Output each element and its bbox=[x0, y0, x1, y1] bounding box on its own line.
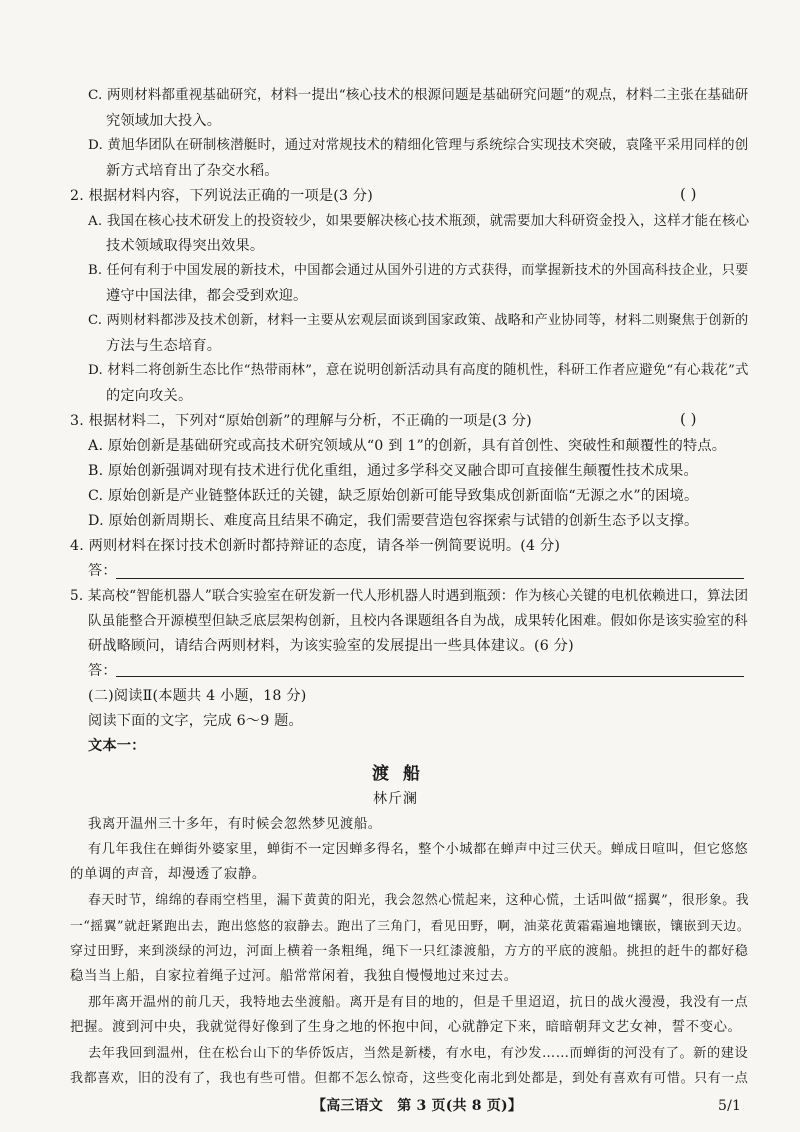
story-line: 春天时节，绵绵的春雨空档里，漏下黄黄的阳光，我会忽然心慌起来，这种心慌，土话叫做“摇翼”，很形象。我 bbox=[88, 893, 750, 908]
q2-option-c-line1: C. 两则材料都涉及技术创新，材料一主要从宏观层面谈到国家政策、战略和产业协同等，材料二则聚焦于创新的 bbox=[88, 313, 749, 328]
q1-option-d-line1: D. 黄旭华团队在研制核潜艇时，通过对常规技术的精细化管理与系统综合实现技术突破，袁隆平采用同样的创 bbox=[88, 138, 749, 153]
q5-stem-line1: 5. 某高校“智能机器人”联合实验室在研发新一代人形机器人时遇到瓶颈：作为核心关键的电机依赖进口，算法团 bbox=[70, 588, 749, 604]
story-line: 的单调的声音，却漫透了寂静。 bbox=[70, 867, 266, 882]
q2-option-b-line2: 遵守中国法律，都会受到欢迎。 bbox=[106, 288, 308, 304]
q5-stem-line2: 队虽能整合开源模型但缺乏底层架构创新，且校内各课题组各自为战，成果转化困难。假如你是该实验室的科 bbox=[88, 613, 748, 629]
section-heading: (二)阅读Ⅱ(本题共 4 小题，18 分) bbox=[88, 688, 307, 704]
q3-option-c: C. 原始创新是产业链整体跃迁的关键，缺乏原始创新可能导致集成创新面临“无源之水”的困境。 bbox=[88, 488, 699, 504]
q3-option-a: A. 原始创新是基础研究或高技术研究领域从“0 到 1”的创新，具有首创性、突破性和颠覆性的特点。 bbox=[88, 438, 727, 454]
q3-option-d: D. 原始创新周期长、难度高且结果不确定，我们需要营造包容探索与试错的创新生态予以支撑。 bbox=[88, 513, 699, 529]
q1-option-c-line2: 究领域加大投入。 bbox=[106, 113, 222, 129]
q4-answer-line[interactable] bbox=[116, 578, 744, 579]
story-author: 林斤澜 bbox=[373, 791, 418, 807]
q1-option-c-line1: C. 两则材料都重视基础研究，材料一提出“核心技术的根源问题是基础研究问题”的观点，材料二主张在基础研 bbox=[88, 88, 749, 103]
section-instruction: 阅读下面的文字，完成 6～9 题。 bbox=[88, 713, 303, 729]
story-line: 一“摇翼”就赶紧跑出去，跑出悠悠的寂静去。跑出了三角门，看见田野，啊，油菜花黄霜霜遍地镶嵌，镶嵌到天边。 bbox=[70, 918, 751, 933]
q4-answer-label: 答： bbox=[88, 563, 117, 579]
story-title: 渡船 bbox=[372, 764, 434, 784]
q2-answer-blank[interactable]: ( ) bbox=[680, 185, 697, 203]
story-line: 稳当当上船，自家拉着绳子过河。船常常闲着，我独自慢慢地过来过去。 bbox=[70, 969, 518, 984]
page-mark: 5/1 bbox=[718, 1098, 742, 1114]
q3-option-b: B. 原始创新强调对现有技术进行优化重组，通过多学科交叉融合即可直接催生颠覆性技术成果。 bbox=[88, 463, 698, 479]
text-one-label: 文本一： bbox=[88, 738, 146, 754]
q3-answer-blank[interactable]: ( ) bbox=[680, 410, 697, 428]
q5-stem-line3: 研战略顾问，请结合两则材料，为该实验室的发展提出一些具体建议。(6 分) bbox=[88, 638, 574, 654]
q2-option-a-line2: 技术领域取得突出效果。 bbox=[106, 238, 265, 254]
story-line: 有几年我住在蝉街外婆家里，蝉街不一定因蝉多得名，整个小城都在蝉声中过三伏天。蝉成日喧叫，但它悠悠 bbox=[88, 842, 749, 857]
q2-stem: 2. 根据材料内容，下列说法正确的一项是(3 分) bbox=[70, 188, 374, 204]
q2-option-d-line2: 的定向攻关。 bbox=[106, 388, 193, 404]
story-line: 把握。渡到河中央，我就觉得好像到了生身之地的怀抱中间，心就静定下来，暗暗朝拜文艺女神，誓不变心。 bbox=[70, 1020, 742, 1035]
q1-option-d-line2: 新方式培育出了杂交水稻。 bbox=[106, 163, 279, 179]
story-line: 我离开温州三十多年，有时候会忽然梦见渡船。 bbox=[88, 817, 382, 832]
q3-stem: 3. 根据材料二，下列对“原始创新”的理解与分析，不正确的一项是(3 分) bbox=[70, 413, 532, 429]
page-footer: 【高三语文 第 3 页(共 8 页)】 bbox=[312, 1098, 523, 1114]
story-line: 去年我回到温州，住在松台山下的华侨饭店，当然是新楼，有水电，有沙发……而蝉街的河没有了。新的建设 bbox=[88, 1046, 749, 1061]
q4-stem: 4. 两则材料在探讨技术创新时都持辩证的态度，请各举一例简要说明。(4 分) bbox=[70, 538, 561, 554]
story-line: 我都喜欢，旧的没有了，我也有些可惜。但都不怎么惊奇，这些变化南北到处都是，到处有喜欢有可惜。只有一点 bbox=[70, 1071, 749, 1086]
story-line: 穿过田野，来到淡绿的河边，河面上横着一条粗绳，绳下一只红漆渡船，方方的平底的渡船。挑担的赶牛的都好稳 bbox=[70, 944, 749, 959]
q5-answer-label: 答： bbox=[88, 663, 117, 679]
q2-option-a-line1: A. 我国在核心技术研发上的投资较少，如果要解决核心技术瓶颈，就需要加大科研资金投入，这样才能在核心 bbox=[88, 213, 750, 229]
story-line: 那年离开温州的前几天，我特地去坐渡船。离开是有目的地的，但是千里迢迢，抗日的战火漫漫，我没有一点 bbox=[88, 995, 749, 1010]
q5-answer-line[interactable] bbox=[116, 676, 744, 677]
q2-option-d-line1: D. 材料二将创新生态比作“热带雨林”，意在说明创新活动具有高度的随机性，科研工作者应避免“有心栽花”式 bbox=[88, 363, 749, 378]
q2-option-b-line1: B. 任何有利于中国发展的新技术，中国都会通过从国外引进的方式获得，而掌握新技术的外国高科技企业，只要 bbox=[88, 263, 749, 278]
q2-option-c-line2: 方法与生态培育。 bbox=[106, 338, 222, 354]
